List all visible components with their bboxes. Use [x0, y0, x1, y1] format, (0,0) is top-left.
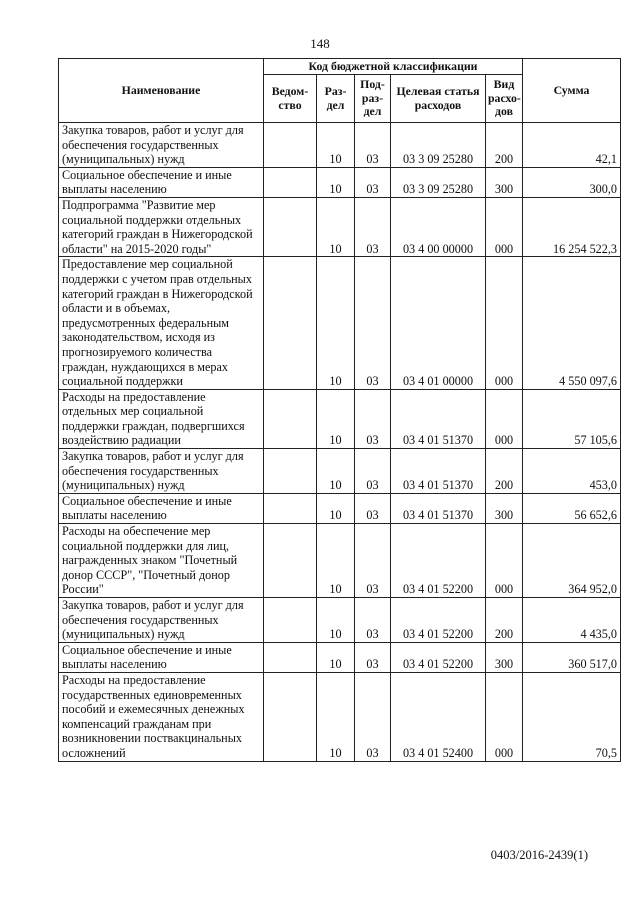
table-row [59, 167, 621, 197]
row-name: Подпрограмма "Развитие мер социальной поддержки отдельных категорий граждан в Нижегородской области" на 2015-2020 годы" [59, 197, 264, 256]
table-body [59, 123, 621, 762]
row-name: Закупка товаров, работ и услуг для обеспечения государственных (муниципальных) нужд [59, 449, 264, 494]
row-vedomstvo [264, 257, 317, 389]
budget-table [58, 58, 621, 762]
row-vid: 300 [486, 167, 523, 197]
row-vedomstvo [264, 598, 317, 643]
row-vid: 200 [486, 123, 523, 168]
row-vid: 200 [486, 449, 523, 494]
row-name: Расходы на предоставление отдельных мер социальной поддержки граждан, подвергшихся воздействию радиации [59, 389, 264, 448]
row-vedomstvo [264, 197, 317, 256]
header-vedomstvo: Ведом-ство [264, 75, 317, 123]
row-vid: 200 [486, 598, 523, 643]
row-name: Социальное обеспечение и иные выплаты населению [59, 493, 264, 523]
row-summa: 4 550 097,6 [523, 257, 621, 389]
table-row [59, 449, 621, 494]
row-razdel: 10 [317, 389, 355, 448]
row-podrazdel: 03 [355, 197, 391, 256]
row-vid: 000 [486, 197, 523, 256]
row-celevaya: 03 4 01 00000 [391, 257, 486, 389]
row-summa: 453,0 [523, 449, 621, 494]
header-celevaya: Целевая статья расходов [391, 75, 486, 123]
table-row [59, 123, 621, 168]
row-summa: 360 517,0 [523, 642, 621, 672]
table-row [59, 524, 621, 598]
row-celevaya: 03 4 01 51370 [391, 493, 486, 523]
header-vid: Вид расхо-дов [486, 75, 523, 123]
row-razdel: 10 [317, 449, 355, 494]
row-name: Социальное обеспечение и иные выплаты населению [59, 167, 264, 197]
row-summa: 70,5 [523, 672, 621, 761]
row-podrazdel: 03 [355, 123, 391, 168]
row-razdel: 10 [317, 524, 355, 598]
header-razdel: Раз-дел [317, 75, 355, 123]
table-row [59, 598, 621, 643]
row-podrazdel: 03 [355, 257, 391, 389]
row-vedomstvo [264, 493, 317, 523]
row-name: Предоставление мер социальной поддержки с учетом прав отдельных категорий граждан в Нижегородской области и в объемах, предусмотренных федеральным законодательством, исходя из прогнозируемого количества граждан, нуждающихся в мерах социальной поддержки [59, 257, 264, 389]
table-row [59, 493, 621, 523]
row-razdel: 10 [317, 167, 355, 197]
row-summa: 57 105,6 [523, 389, 621, 448]
row-vid: 000 [486, 257, 523, 389]
row-celevaya: 03 4 01 51370 [391, 449, 486, 494]
row-summa: 4 435,0 [523, 598, 621, 643]
row-name: Закупка товаров, работ и услуг для обеспечения государственных (муниципальных) нужд [59, 598, 264, 643]
row-celevaya: 03 4 01 52200 [391, 598, 486, 643]
row-name: Социальное обеспечение и иные выплаты населению [59, 642, 264, 672]
row-razdel: 10 [317, 642, 355, 672]
row-celevaya: 03 4 01 51370 [391, 389, 486, 448]
row-name: Расходы на обеспечение мер социальной поддержки для лиц, награжденных знаком "Почетный донор СССР", "Почетный донор России" [59, 524, 264, 598]
row-vid: 300 [486, 642, 523, 672]
document-code: 0403/2016-2439(1) [490, 848, 588, 862]
row-vid: 000 [486, 389, 523, 448]
table-row [59, 257, 621, 389]
row-celevaya: 03 4 00 00000 [391, 197, 486, 256]
page-number: 148 [310, 36, 330, 51]
table-row [59, 197, 621, 256]
row-razdel: 10 [317, 197, 355, 256]
row-podrazdel: 03 [355, 672, 391, 761]
row-name: Закупка товаров, работ и услуг для обеспечения государственных (муниципальных) нужд [59, 123, 264, 168]
row-podrazdel: 03 [355, 493, 391, 523]
row-vedomstvo [264, 167, 317, 197]
row-podrazdel: 03 [355, 389, 391, 448]
row-vedomstvo [264, 672, 317, 761]
row-vedomstvo [264, 524, 317, 598]
table-row [59, 642, 621, 672]
header-name: Наименование [59, 59, 264, 123]
header-classification: Код бюджетной классификации [264, 59, 523, 75]
row-celevaya: 03 3 09 25280 [391, 167, 486, 197]
row-razdel: 10 [317, 123, 355, 168]
header-podrazdel: Под-раз-дел [355, 75, 391, 123]
row-celevaya: 03 4 01 52400 [391, 672, 486, 761]
row-podrazdel: 03 [355, 642, 391, 672]
row-vedomstvo [264, 123, 317, 168]
row-summa: 300,0 [523, 167, 621, 197]
row-vid: 000 [486, 672, 523, 761]
row-razdel: 10 [317, 257, 355, 389]
table-row [59, 389, 621, 448]
row-vedomstvo [264, 449, 317, 494]
table-header [59, 59, 621, 123]
row-vedomstvo [264, 642, 317, 672]
row-summa: 56 652,6 [523, 493, 621, 523]
row-summa: 364 952,0 [523, 524, 621, 598]
row-podrazdel: 03 [355, 449, 391, 494]
table-row [59, 672, 621, 761]
row-podrazdel: 03 [355, 167, 391, 197]
row-vid: 000 [486, 524, 523, 598]
row-celevaya: 03 4 01 52200 [391, 524, 486, 598]
row-vedomstvo [264, 389, 317, 448]
row-celevaya: 03 4 01 52200 [391, 642, 486, 672]
row-name: Расходы на предоставление государственных единовременных пособий и ежемесячных денежных компенсаций гражданам при возникновении поствакцинальных осложнений [59, 672, 264, 761]
row-celevaya: 03 3 09 25280 [391, 123, 486, 168]
row-razdel: 10 [317, 598, 355, 643]
row-podrazdel: 03 [355, 598, 391, 643]
row-razdel: 10 [317, 493, 355, 523]
row-vid: 300 [486, 493, 523, 523]
row-razdel: 10 [317, 672, 355, 761]
row-summa: 16 254 522,3 [523, 197, 621, 256]
header-summa: Сумма [523, 59, 621, 123]
row-podrazdel: 03 [355, 524, 391, 598]
row-summa: 42,1 [523, 123, 621, 168]
